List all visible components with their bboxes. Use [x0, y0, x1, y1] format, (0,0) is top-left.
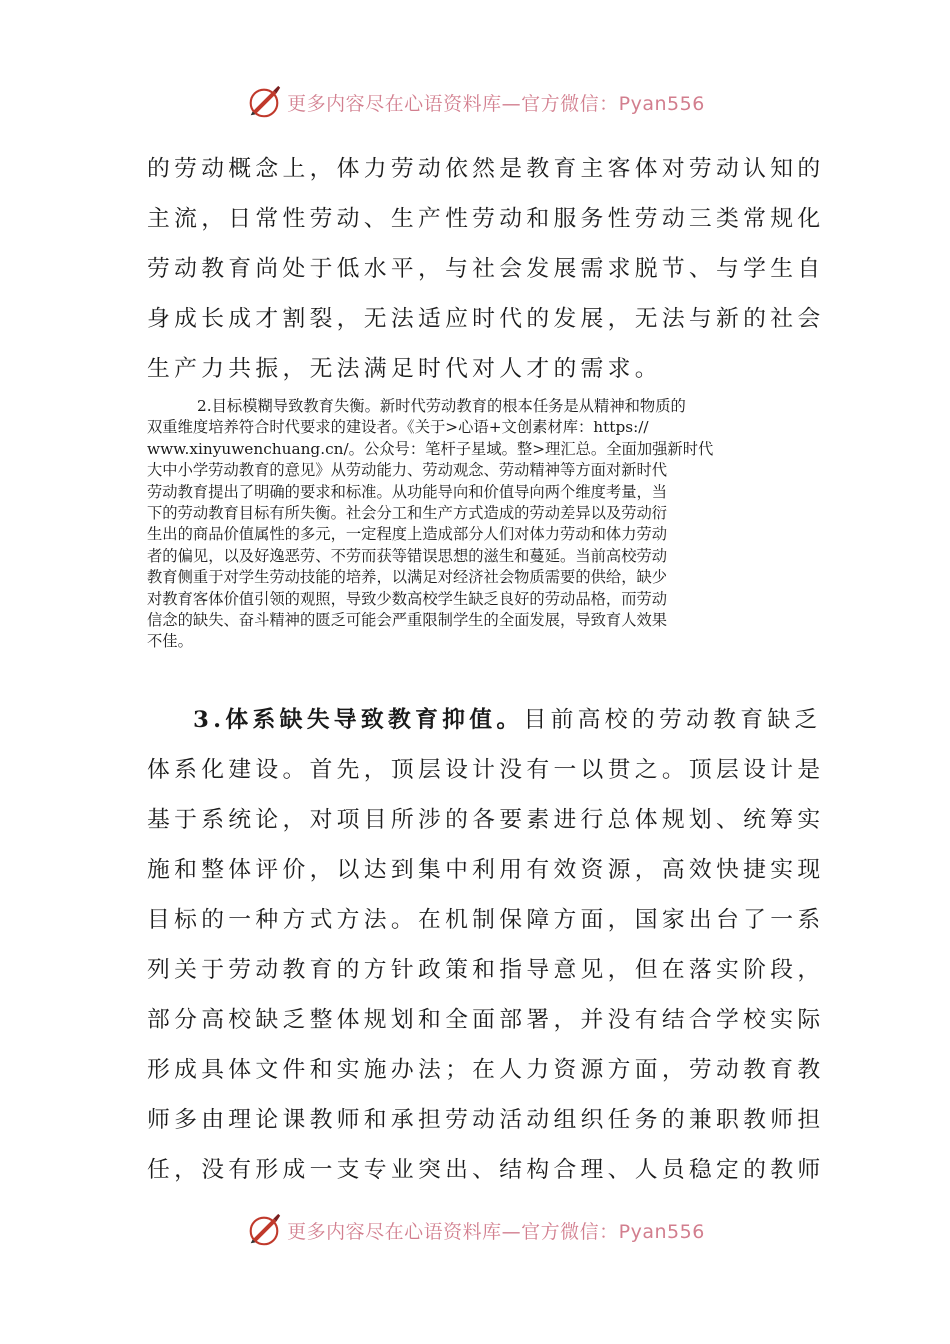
- text-line: [147, 695, 822, 745]
- text-line: 下的劳动教育目标有所失衡。社会分工和生产方式造成的劳动差异以及劳动衍: [147, 504, 668, 523]
- section-heading: 3.体系缺失导致教育抑值。: [193, 707, 524, 733]
- text-line: 基于系统论，对项目所涉的各要素进行总体规划、统筹实: [147, 807, 825, 833]
- text-line: 施和整体评价，以达到集中利用有效资源，高效快捷实现: [147, 857, 825, 883]
- text-line: 的劳动概念上，体力劳动依然是教育主客体对劳动认知的: [147, 156, 825, 182]
- text-line: 者的偏见，以及好逸恶劳、不劳而获等错误思想的滋生和蔓延。当前高校劳动: [147, 546, 668, 565]
- paragraph-2: [147, 396, 807, 653]
- text-line: 大中小学劳动教育的意见》从劳动能力、劳动观念、劳动精神等方面对新时代: [147, 461, 668, 480]
- footer-banner: [0, 1208, 950, 1252]
- text-line: 教育侧重于对学生劳动技能的培养，以满足对经济社会物质需要的供给，缺少: [147, 568, 668, 587]
- pen-logo-icon: [245, 83, 283, 121]
- text-line: 信念的缺失、奋斗精神的匮乏可能会严重限制学生的全面发展，导致育人效果: [147, 611, 668, 630]
- text-line: 生出的商品价值属性的多元，一定程度上造成部分人们对体力劳动和体力劳动: [147, 525, 668, 544]
- text-line: 双重维度培养符合时代要求的建设者。《关于>心语+文创素材库：https://: [147, 418, 649, 437]
- pen-logo-icon: [245, 1211, 283, 1249]
- footer-banner-text: 更多内容尽在心语资料库—官方微信：Pyan556: [287, 1220, 705, 1243]
- text-line: 形成具体文件和实施办法；在人力资源方面，劳动教育教: [147, 1057, 825, 1083]
- paragraph-3: [147, 695, 825, 1195]
- text-line: 生产力共振，无法满足时代对人才的需求。: [147, 356, 662, 382]
- text-line: 身成长成才割裂，无法适应时代的发展，无法与新的社会: [147, 306, 825, 332]
- header-banner: [0, 80, 950, 124]
- text-line: 对教育客体价值引领的观照，导致少数高校学生缺乏良好的劳动品格，而劳动: [147, 589, 668, 608]
- paragraph-1: [147, 144, 825, 394]
- text-line: 2.目标模糊导致教育失衡。新时代劳动教育的根本任务是从精神和物质的: [197, 397, 686, 415]
- text-line: www.xinyuwenchuang.cn/。公众号：笔杆子星域。整>理汇总。全面加强新时代: [147, 439, 714, 458]
- text-line: 劳动教育提出了明确的要求和标准。从功能导向和价值导向两个维度考量，当: [147, 482, 668, 501]
- text-line: 目标的一种方式方法。在机制保障方面，国家出台了一系: [147, 907, 825, 933]
- text-line: 任，没有形成一支专业突出、结构合理、人员稳定的教师: [147, 1157, 825, 1183]
- text-run: 目前高校的劳动教育缺乏: [523, 707, 822, 733]
- header-banner-text: 更多内容尽在心语资料库—官方微信：Pyan556: [287, 92, 705, 115]
- text-line: 不佳。: [147, 632, 193, 651]
- text-line: 师多由理论课教师和承担劳动活动组织任务的兼职教师担: [147, 1107, 825, 1133]
- text-line: 主流，日常性劳动、生产性劳动和服务性劳动三类常规化: [147, 206, 825, 232]
- text-line: 列关于劳动教育的方针政策和指导意见，但在落实阶段，: [147, 957, 825, 983]
- text-line: 劳动教育尚处于低水平，与社会发展需求脱节、与学生自: [147, 256, 825, 282]
- text-line: 部分高校缺乏整体规划和全面部署，并没有结合学校实际: [147, 1007, 825, 1033]
- text-line: 体系化建设。首先，顶层设计没有一以贯之。顶层设计是: [147, 757, 825, 783]
